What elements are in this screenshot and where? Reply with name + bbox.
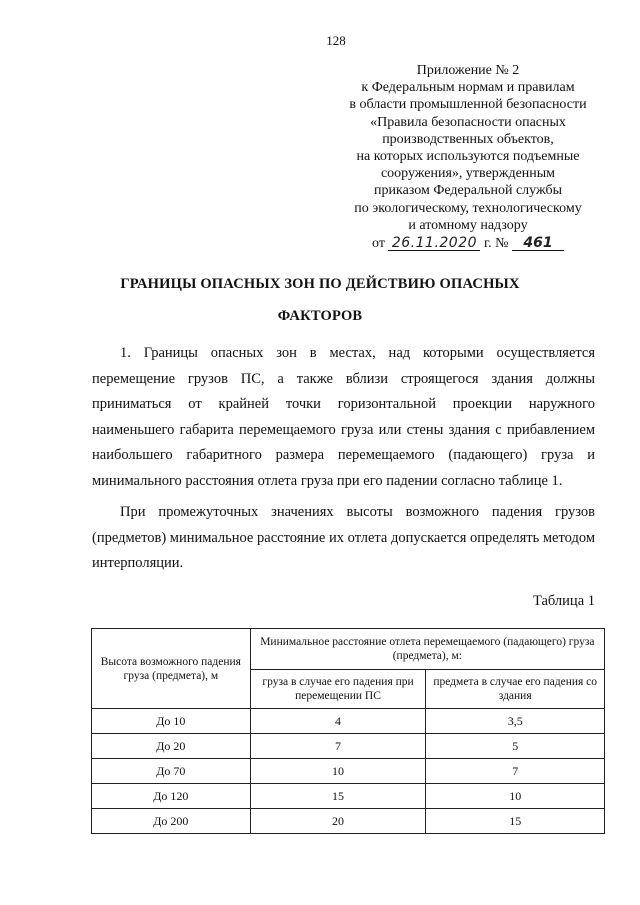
cell-object: 3,5 [426,709,605,734]
from-label: от [372,236,385,252]
col-load-header: груза в случае его падения при перемещении ПС [250,670,426,709]
cell-height: До 70 [92,759,251,784]
page-number: 128 [326,33,346,48]
paragraph-2: При промежуточных значениях высоты возможного падения грузов (предметов) минимальное расстояние их отлета допускается определять методом интерполяции. [92,504,595,572]
table-row [92,809,605,834]
cell-height: До 10 [92,709,251,734]
handwritten-order-number: 461 [512,236,564,251]
appendix-line: к Федеральным нормам и правилам [361,80,575,96]
cell-object: 15 [426,809,605,834]
table-row [92,784,605,809]
title-line: ФАКТОРОВ [277,308,363,324]
table-row [92,734,605,759]
col-object-header: предмета в случае его падения со здания [426,670,605,709]
col-group-header: Минимальное расстояние отлета перемещаемого (падающего) груза (предмета), м: [250,629,604,670]
cell-object: 10 [426,784,605,809]
cell-load: 4 [250,709,426,734]
appendix-line: производственных объектов, [382,131,554,147]
cell-load: 7 [250,734,426,759]
appendix-line: сооружения», утвержденным [380,166,556,182]
appendix-line: приказом Федеральной службы [374,183,562,199]
appendix-line: в области промышленной безопасности [349,97,587,113]
cell-height: До 20 [92,734,251,759]
table-caption: Таблица 1 [532,593,595,609]
appendix-line: «Правила безопасности опасных [370,114,566,130]
appendix-line: Приложение № 2 [416,63,520,78]
order-date-line [318,235,618,252]
col-height-header: Высота возможного падения груза (предмета), м [92,629,251,709]
cell-height: До 120 [92,784,251,809]
handwritten-date: 26.11.2020 [388,236,480,251]
year-number-label: г. № [483,236,509,252]
table-row [92,759,605,784]
paragraph-1: 1. Границы опасных зон в местах, над которыми осуществляется перемещение грузов ПС, а также вблизи строящегося здания должны приниматься от крайней точки горизонтальной проекции наружного наименьшего габарита перемещаемого груза или стены здания с прибавлением наибольшего габаритного размера перемещаемого (падающего) груза и минимального расстояния отлета груза при его падении согласно таблице 1. [92,345,595,489]
appendix-line: на которых используются подъемные [356,149,580,165]
cell-load: 10 [250,759,426,784]
cell-height: До 200 [92,809,251,834]
document-title [60,268,580,332]
cell-load: 20 [250,809,426,834]
cell-load: 15 [250,784,426,809]
appendix-line: по экологическому, технологическому [354,200,582,216]
table-row [92,709,605,734]
title-line: ГРАНИЦЫ ОПАСНЫХ ЗОН ПО ДЕЙСТВИЮ ОПАСНЫХ [120,276,520,292]
cell-object: 5 [426,734,605,759]
appendix-header [318,62,618,252]
cell-object: 7 [426,759,605,784]
appendix-line: и атомному надзору [408,217,528,233]
distance-table [91,628,605,834]
